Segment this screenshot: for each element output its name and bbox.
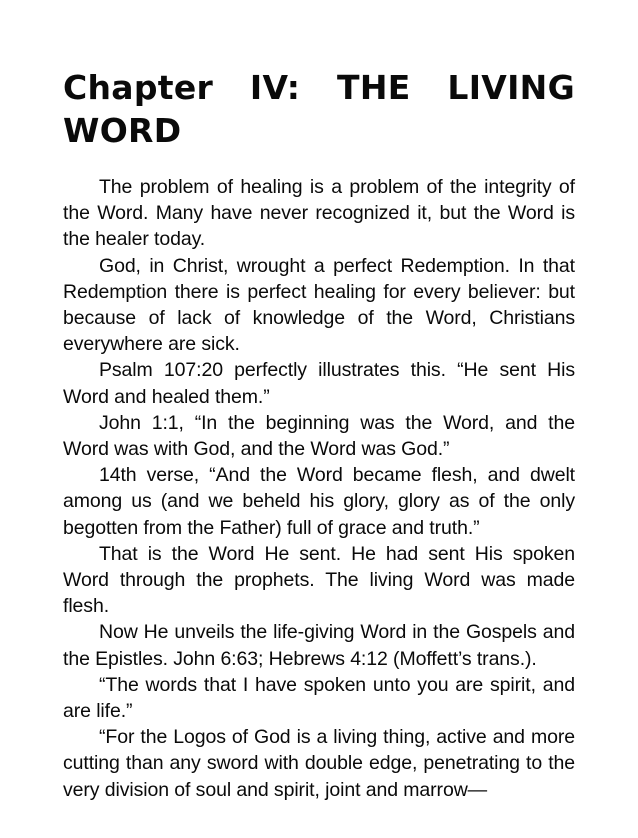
paragraph: God, in Christ, wrought a perfect Redemption. In that Redemption there is perfect healing for every believer: but because of lack of knowledge of the Word, Christians everywhere are sick. xyxy=(63,254,575,356)
paragraph: Now He unveils the life-giving Word in the Gospels and the Epistles. John 6:63; Hebrews 4:12 (Moffett’s trans.). xyxy=(63,621,575,670)
paragraph: That is the Word He sent. He had sent His spoken Word through the prophets. The living Word was made flesh. xyxy=(63,542,575,618)
paragraph: Psalm 107:20 perfectly illustrates this. “He sent His Word and healed them.” xyxy=(63,359,575,408)
paragraph: “For the Logos of God is a living thing, active and more cutting than any sword with double edge, penetrating to the very division of soul and spirit, joint and marrow— xyxy=(63,726,575,801)
paragraph: John 1:1, “In the beginning was the Word, and the Word was with God, and the Word was God.” xyxy=(63,411,575,461)
paragraph: “The words that I have spoken unto you are spirit, and are life.” xyxy=(63,673,575,723)
body-text xyxy=(63,174,575,803)
paragraph: The problem of healing is a problem of the integrity of the Word. Many have never recognized it, but the Word is the healer today. xyxy=(63,176,575,251)
chapter-title: Chapter IV: THE LIVING WORD xyxy=(63,68,575,150)
document-page xyxy=(63,66,575,803)
paragraph: 14th verse, “And the Word became flesh, and dwelt among us (and we beheld his glory, glory as of the only begotten from the Father) full of grace and truth.” xyxy=(63,464,575,539)
